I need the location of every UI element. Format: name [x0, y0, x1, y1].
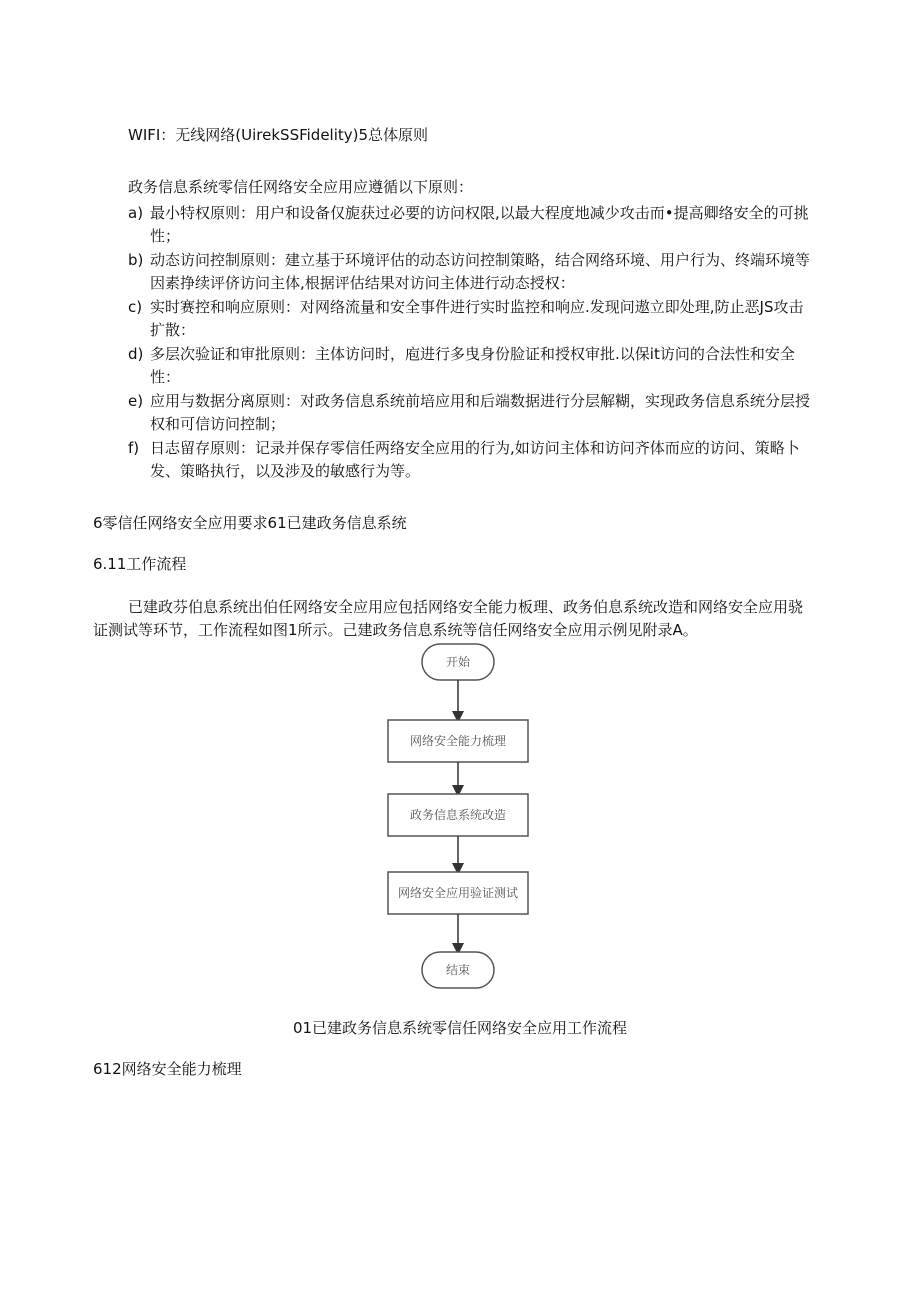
flow-step-label: 网络安全应用验证测试 [397, 886, 519, 900]
list-text: 最小特权原则：用户和设备仅旎获过必要的访问权限,以最大程度地减少攻击而•提高卿络安全的可挑 [150, 204, 809, 222]
list-marker: f) [128, 439, 140, 457]
list-text: 应用与数据分离原则：对政务信息系统前培应用和后端数据进行分层解糊，实现政务信息系统分层授 [150, 392, 811, 410]
body-paragraph-line-1: 已建政芬伯息系统出伯任网络安全应用应包括网络安全能力板理、政务伯息系统改造和网络安全应用骁 [128, 598, 804, 616]
section-heading-6-1-2: 612网络安全能力梳理 [93, 1060, 242, 1078]
list-text-cont: 发、策略执行，以及涉及的敏感行为等。 [150, 462, 421, 480]
list-item [128, 296, 828, 342]
list-marker: c) [128, 298, 143, 316]
list-item [128, 249, 828, 295]
section-heading-6: 6零信任网络安全应用要求61已建政务信息系统 [93, 514, 407, 532]
principles-intro: 政务信息系统零信任网络安全应用应遵循以下原则： [128, 178, 474, 196]
list-text: 多层次验证和审批原则：主体访问时，庖进行多曳身份脸证和授权审批.以保it访问的合法性和安全 [150, 345, 795, 363]
list-text-cont: 性： [150, 368, 181, 386]
flow-step-label: 政务信息系统改造 [409, 808, 507, 822]
list-item [128, 343, 828, 389]
list-marker: d) [128, 345, 144, 363]
flow-end-label: 结束 [445, 963, 471, 977]
flow-step-label: 网络安全能力梳理 [409, 734, 507, 748]
section-heading-6-1-1: 6.11工作流程 [93, 555, 187, 573]
list-marker: b) [128, 251, 144, 269]
list-text-cont: 权和可信访问控制； [150, 415, 286, 433]
workflow-flowchart [384, 640, 534, 998]
list-text-cont: 因素挣续评侪访问主体,根据评估结果对访问主体进行动态授权： [150, 274, 575, 292]
list-item [128, 390, 828, 436]
list-text-cont: 性； [150, 227, 181, 245]
list-item [128, 202, 828, 248]
list-marker: a) [128, 204, 144, 222]
list-text: 日志留存原则：记录并保存零信任两络安全应用的行为,如访问主体和访问齐体而应的访问、策略卜 [150, 439, 800, 457]
list-text-cont: 扩散： [150, 321, 196, 339]
list-text: 动态访问控制原则：建立基于环境评估的动态访问控制策略，结合网络环境、用户行为、终端环境等 [150, 251, 811, 269]
flow-start-label: 开始 [445, 655, 471, 669]
list-item [128, 437, 828, 483]
list-marker: e) [128, 392, 144, 410]
wifi-definition: WIFI：无线网络(UirekSSFidelity)5总体原则 [128, 126, 429, 144]
body-paragraph-line-2: 证测试等环节，工作流程如图1所示。己建政务信息系统等信任网络安全应用示例见附录A。 [93, 621, 698, 639]
list-text: 实时赛控和响应原则：对网络流量和安全事件进行实时监控和响应.发现问遨立即处理,防止恶JS攻击 [150, 298, 804, 316]
figure-caption: 01已建政务信息系统零信任网络安全应用工作流程 [292, 1019, 628, 1037]
